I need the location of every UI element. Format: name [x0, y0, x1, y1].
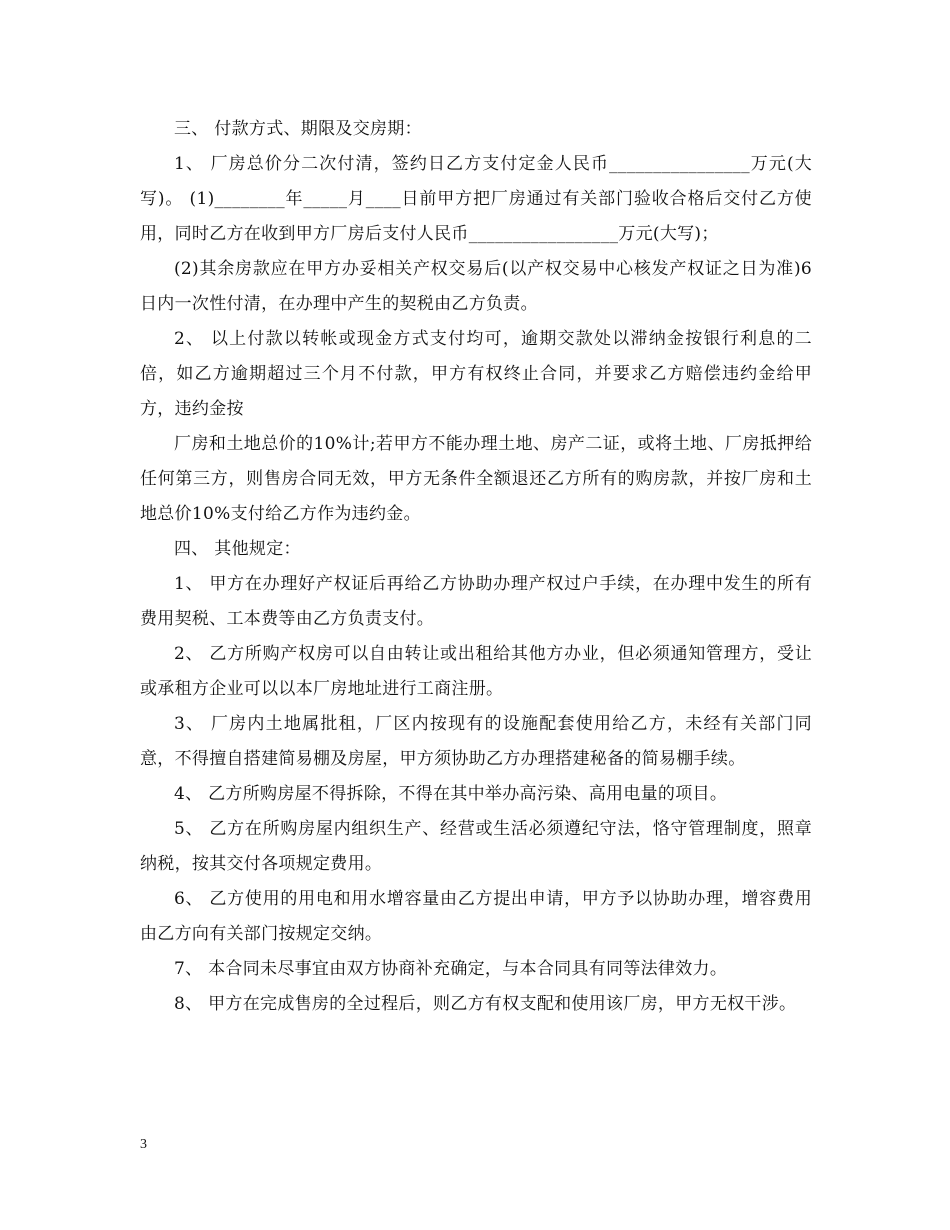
clause-paragraph: 1、 厂房总价分二次付清，签约日乙方支付定金人民币________________万元(大写)。 (1)________年_____月____日前甲方把厂房通过有关部门验收合格后交付乙方使用，同时乙方在收到甲方厂房后支付人民币_________________万元(大写)； [140, 154, 812, 244]
clause-paragraph: 1、 甲方在办理好产权证后再给乙方协助办理产权过户手续，在办理中发生的所有费用契税、工本费等由乙方负责支付。 [140, 574, 812, 629]
clause-paragraph: (2)其余房款应在甲方办妥相关产权交易后(以产权交易中心核发产权证之日为准)6日内一次性付清，在办理中产生的契税由乙方负责。 [140, 259, 812, 314]
clause-paragraph: 6、 乙方使用的用电和用水增容量由乙方提出申请，甲方予以协助办理，增容费用由乙方向有关部门按规定交纳。 [140, 889, 812, 944]
section-heading-payment: 三、 付款方式、期限及交房期： [174, 119, 422, 139]
clause-paragraph: 2、 以上付款以转帐或现金方式支付均可，逾期交款处以滞纳金按银行利息的二倍，如乙方逾期超过三个月不付款，甲方有权终止合同，并要求乙方赔偿违约金给甲方，违约金按 [140, 329, 812, 419]
clause-paragraph: 厂房和土地总价的10%计;若甲方不能办理土地、房产二证，或将土地、厂房抵押给任何第三方，则售房合同无效，甲方无条件全额退还乙方所有的购房款，并按厂房和土地总价10%支付给乙方作为违约金。 [140, 434, 812, 524]
clause-paragraph: 7、 本合同未尽事宜由双方协商补充确定，与本合同具有同等法律效力。 [174, 959, 728, 979]
clause-paragraph: 4、 乙方所购房屋不得拆除，不得在其中举办高污染、高用电量的项目。 [174, 784, 728, 804]
clause-paragraph: 3、 厂房内土地属批租，厂区内按现有的设施配套使用给乙方，未经有关部门同意，不得擅自搭建简易棚及房屋，甲方须协助乙方办理搭建秘备的简易棚手续。 [140, 714, 812, 769]
clause-paragraph: 8、 甲方在完成售房的全过程后，则乙方有权支配和使用该厂房，甲方无权干涉。 [174, 994, 797, 1014]
page-number: 3 [140, 1137, 147, 1152]
clause-paragraph: 2、 乙方所购产权房可以自由转让或出租给其他方办业，但必须通知管理方，受让或承租方企业可以以本厂房地址进行工商注册。 [140, 644, 812, 699]
clause-paragraph: 5、 乙方在所购房屋内组织生产、经营或生活必须遵纪守法，恪守管理制度，照章纳税，按其交付各项规定费用。 [140, 819, 812, 874]
contract-body [140, 112, 812, 1022]
section-heading-other-rules: 四、 其他规定： [174, 539, 301, 559]
